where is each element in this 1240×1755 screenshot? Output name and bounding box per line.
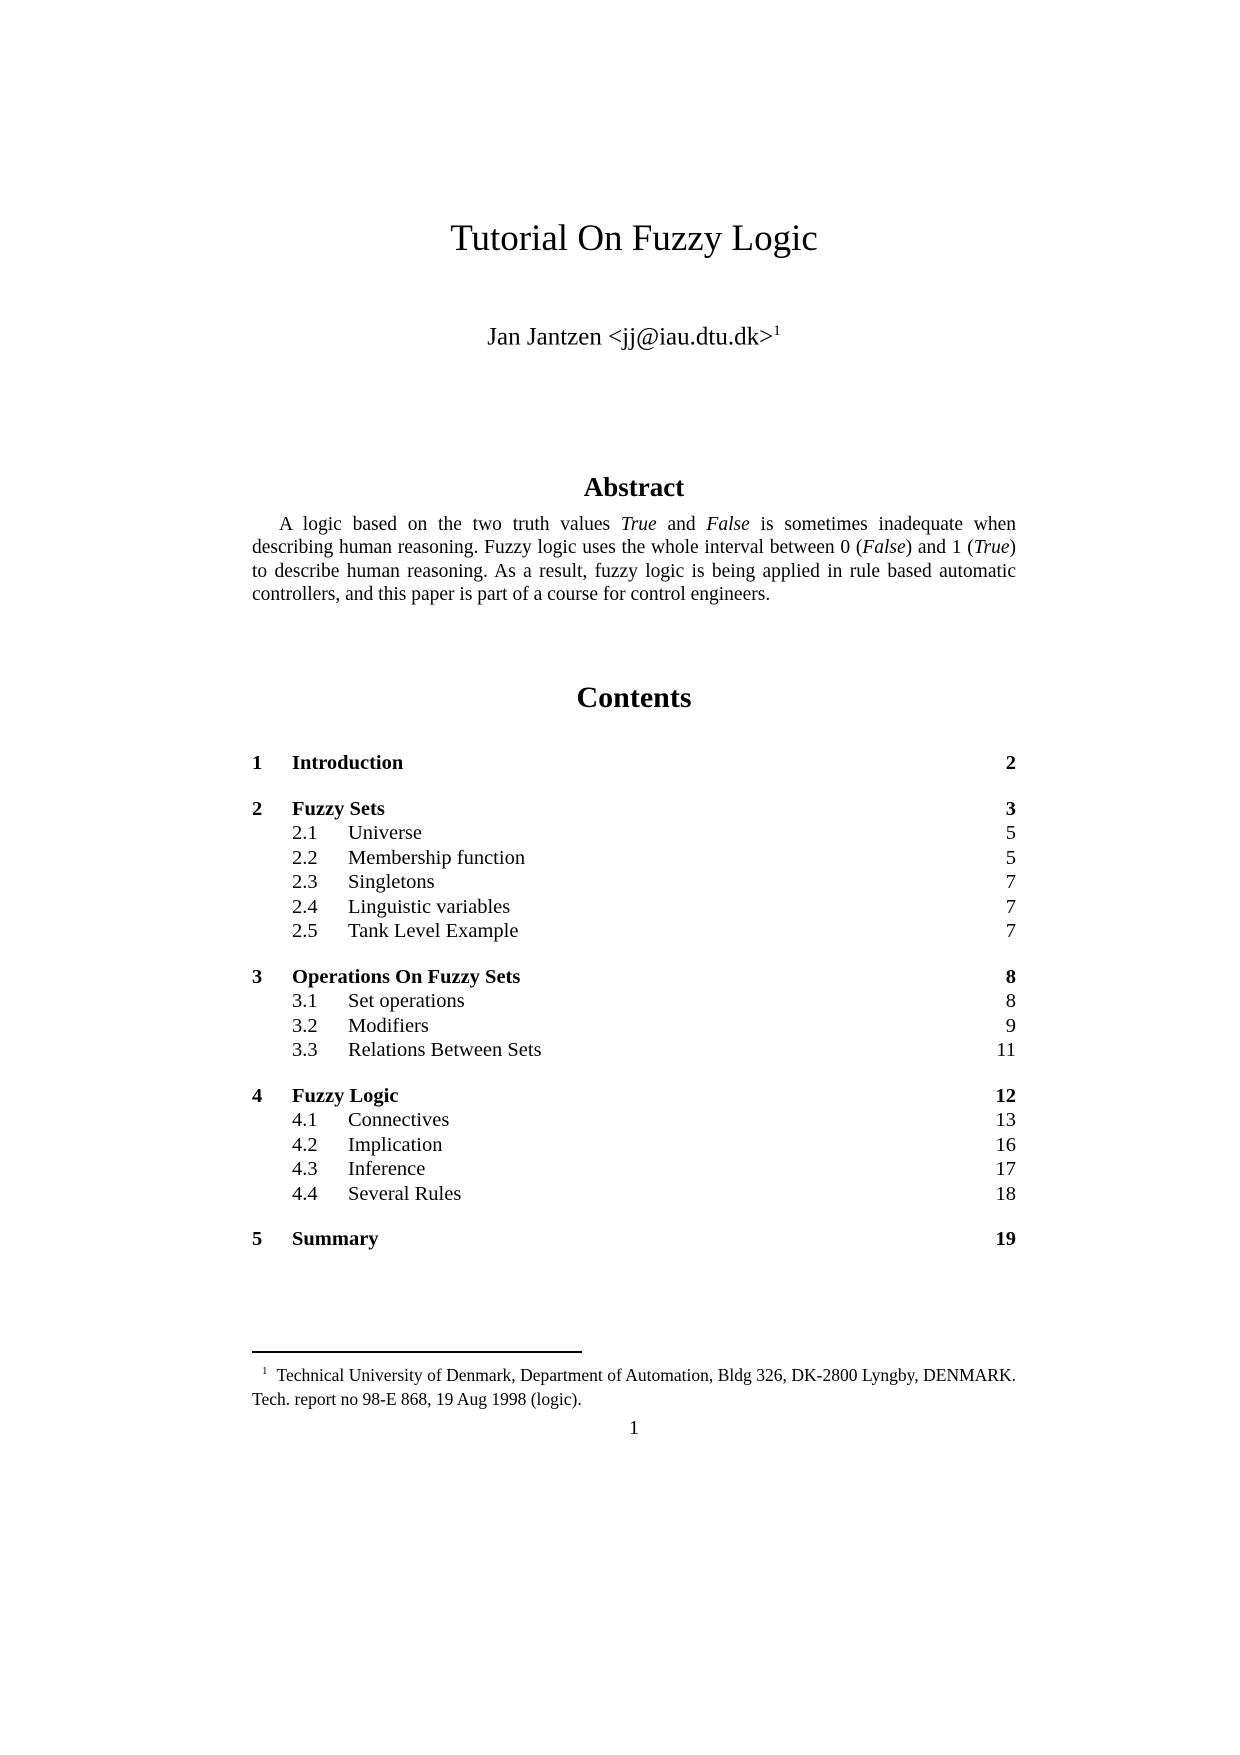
- toc-entry-label: Tank Level Example: [348, 920, 519, 943]
- toc-entry-2-4: [252, 895, 1016, 920]
- toc-entry-label: Inference: [348, 1158, 426, 1181]
- abstract-italic-term: True: [620, 513, 657, 535]
- toc-entry-label: Implication: [348, 1133, 443, 1156]
- toc-entry-4-4: [252, 1182, 1016, 1207]
- toc-entry-3: [252, 965, 1016, 990]
- toc-entry-number: 3: [252, 965, 263, 988]
- toc-entry-label: Singletons: [348, 871, 435, 894]
- toc-entry-number: 3.1: [292, 990, 318, 1013]
- footnote-rule: [252, 1351, 582, 1353]
- toc-entry-number: 2.1: [292, 822, 318, 845]
- footnote-marker: 1: [262, 1364, 268, 1377]
- toc-entry-label: Introduction: [292, 752, 404, 775]
- toc-entry-page: 8: [1005, 990, 1016, 1013]
- toc-entry-number: 2.3: [292, 871, 318, 894]
- toc-entry-4-1: [252, 1108, 1016, 1133]
- toc-entry-3-3: [252, 1038, 1016, 1063]
- toc-entry-4: [252, 1084, 1016, 1109]
- toc-entry-2: [252, 797, 1016, 822]
- toc-entry-page: 7: [1005, 920, 1016, 943]
- toc-entry-page: 8: [1005, 965, 1016, 988]
- toc-entry-page: 17: [995, 1158, 1016, 1181]
- abstract-text-segment: is sometimes inadequate when describing human reasoning. Fuzzy logic uses the whole interval between 0 (: [252, 513, 1017, 559]
- toc-entry-page: 7: [1005, 871, 1016, 894]
- toc-entry-number: 1: [252, 752, 263, 775]
- toc-entry-number: 2.4: [292, 895, 318, 918]
- toc-entry-label: Modifiers: [348, 1014, 429, 1037]
- toc-entry-3-1: [252, 989, 1016, 1014]
- abstract-text-segment: A logic based on the two truth values: [279, 513, 621, 535]
- toc-entry-label: Relations Between Sets: [348, 1039, 542, 1062]
- toc-entry-number: 4.4: [292, 1182, 318, 1205]
- toc-entry-number: 5: [252, 1228, 263, 1251]
- paper-title: Tutorial On Fuzzy Logic: [450, 218, 818, 259]
- abstract-text-segment: and: [656, 513, 707, 535]
- toc-entry-5: [252, 1227, 1016, 1252]
- toc-entry-4-3: [252, 1157, 1016, 1182]
- toc-entry-page: 9: [1005, 1014, 1016, 1037]
- toc-entry-number: 4.2: [292, 1133, 318, 1156]
- toc-entry-2-3: [252, 870, 1016, 895]
- toc-entry-label: Operations On Fuzzy Sets: [292, 965, 521, 988]
- toc-entry-page: 5: [1005, 846, 1016, 869]
- toc-entry-number: 2.2: [292, 846, 318, 869]
- toc-entry-page: 18: [995, 1182, 1016, 1205]
- author-name-email: Jan Jantzen <jj@iau.dtu.dk>: [487, 322, 774, 350]
- abstract-text: [252, 513, 1016, 607]
- abstract-text-segment: ) and 1 (: [905, 537, 974, 559]
- toc-entry-label: Several Rules: [348, 1182, 462, 1205]
- author-line: [252, 323, 1016, 352]
- toc-entry-label: Universe: [348, 822, 423, 845]
- toc-entry-1: [252, 751, 1016, 776]
- toc-entry-label: Summary: [292, 1228, 379, 1251]
- toc-entry-label: Linguistic variables: [348, 895, 511, 918]
- toc-entry-number: 3.2: [292, 1014, 318, 1037]
- abstract-italic-term: False: [706, 513, 750, 535]
- toc-entry-label: Set operations: [348, 990, 465, 1013]
- toc-entry-number: 4.1: [292, 1109, 318, 1132]
- toc-entry-page: 2: [1005, 752, 1016, 775]
- toc-entry-page: 7: [1005, 895, 1016, 918]
- toc-entry-page: 13: [995, 1109, 1016, 1132]
- toc-entry-number: 4.3: [292, 1158, 318, 1181]
- abstract-text-segment: ) to describe human reasoning. As a result, fuzzy logic is being applied in rule based automatic controllers, and this paper is part of a course for control engineers.: [252, 537, 1016, 606]
- toc-entry-2-2: [252, 846, 1016, 871]
- author-footnote-marker: 1: [773, 322, 781, 339]
- toc-entry-number: 4: [252, 1084, 263, 1107]
- table-of-contents: [252, 751, 1016, 1252]
- toc-entry-number: 3.3: [292, 1039, 318, 1062]
- toc-entry-number: 2: [252, 797, 263, 820]
- toc-entry-label: Fuzzy Logic: [292, 1084, 399, 1107]
- toc-entry-page: 3: [1005, 797, 1016, 820]
- toc-entry-label: Fuzzy Sets: [292, 797, 385, 820]
- toc-entry-3-2: [252, 1014, 1016, 1039]
- toc-entry-page: 12: [995, 1084, 1016, 1107]
- abstract-italic-term: True: [973, 537, 1010, 559]
- footnote: [252, 1359, 1016, 1411]
- toc-entry-page: 5: [1005, 822, 1016, 845]
- toc-entry-page: 11: [996, 1039, 1016, 1062]
- toc-entry-label: Connectives: [348, 1109, 450, 1132]
- toc-entry-4-2: [252, 1133, 1016, 1158]
- toc-entry-2-5: [252, 919, 1016, 944]
- toc-entry-page: 19: [995, 1228, 1016, 1251]
- contents-heading: Contents: [576, 680, 692, 714]
- toc-entry-page: 16: [995, 1133, 1016, 1156]
- abstract-italic-term: False: [862, 537, 906, 559]
- toc-entry-label: Membership function: [348, 846, 526, 869]
- toc-entry-number: 2.5: [292, 920, 318, 943]
- abstract-heading: Abstract: [583, 471, 685, 502]
- page-number: 1: [629, 1416, 639, 1439]
- footnote-text: Technical University of Denmark, Department of Automation, Bldg 326, DK-2800 Lyngby, DENMARK. Tech. report no 98-E 868, 19 Aug 1998 (logic).: [252, 1364, 1016, 1409]
- toc-entry-2-1: [252, 821, 1016, 846]
